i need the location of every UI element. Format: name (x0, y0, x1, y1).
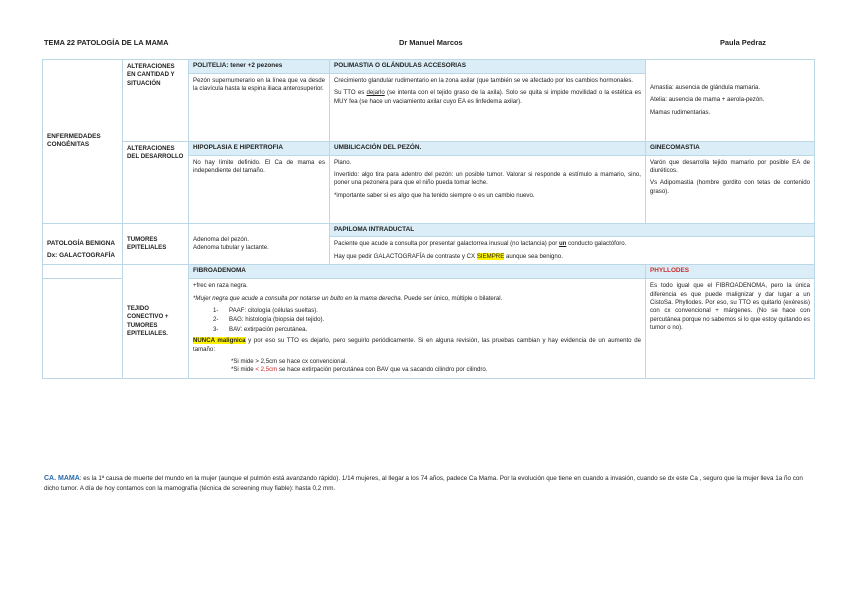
fibro-p4: *Si mide > 2,5cm se hace cx convencional. (231, 357, 348, 365)
doc-author: Paula Pedraz (720, 38, 767, 47)
doc-doctor: Dr Manuel Marcos (399, 38, 463, 47)
papiloma-p2 (334, 253, 810, 261)
politelia-text: Pezón supernumerario en la línea que va desde la clavícula hasta la espina iliaca anterosuperior. (193, 76, 325, 93)
atelia-text: Atelia: ausencia de mama + aerola-pezón. (650, 96, 765, 104)
list-item (213, 307, 641, 315)
fibro-p3-b: y por eso su TTO es dejarlo, pero seguirlo periódicamente. Si en alguna revisión, las pruebas cambian y hay evidencia de un aumento de tamaño: (193, 337, 641, 353)
papiloma-p2-c: aunque sea benigno. (504, 252, 563, 260)
ca-mama-title: CA. MAMA (44, 475, 80, 482)
fibro-p5-c: se hace extirpación percutánea con BAV que va sacando cilindro por cilindro. (277, 366, 488, 374)
phyllodes-text: Es todo igual que el FIBROADENOMA, pero la única diferencia es que puede malignizar y dar lugar a un CistoSa. Phyllodes. Por eso, su TTO es quitarlo (exéresis) con cx convencional + márgenes. (No se hace con percutánea porque no sabemos si lo que estoy quitando es tumor o no). (650, 282, 810, 332)
polimastia-p2 (334, 89, 641, 106)
hipoplasia-heading: HIPOPLASIA E HIPERTROFIA (189, 141, 330, 155)
row-label-benigna (43, 223, 123, 265)
fibro-p1: +frec en raza negra. (193, 282, 248, 290)
ginecomastia-heading: GINECOMASTIA (646, 141, 815, 155)
papiloma-p2-b: SIEMPRE (476, 252, 505, 260)
sub-label-cantidad: ALTERACIONES EN CANTIDAD Y SITUACIÓN (123, 60, 189, 142)
doc-title: TEMA 22 PATOLOGÍA DE LA MAMA (44, 38, 169, 47)
fibro-p5 (193, 366, 641, 374)
step-text: BAV: extirpación percutánea. (229, 325, 308, 333)
step-num: 1- (213, 306, 219, 314)
list-item (213, 326, 641, 334)
papiloma-p1-a: Paciente que acude a consulta por presentar galactorrea inusual (no lactancia) por (334, 240, 559, 248)
papiloma-p1-b: un (558, 240, 567, 248)
step-num: 3- (213, 325, 219, 333)
amastia-cell (646, 60, 815, 142)
fibro-p5-a: *Si mide (231, 366, 256, 374)
ginecomastia-p2: Vs Adipomastia (hombre gordito con tetas de contenido graso). (650, 179, 810, 195)
ginecomastia-p1: Varón que desarrolla tejido mamario por posible EA de diuréticos. (650, 158, 810, 175)
fibro-p5-b: < 2,5cm (255, 366, 278, 374)
list-item (213, 316, 641, 324)
fibro-p2-a: *Mujer negra que acude a consulta por notarse un bulto en la mama derecha. (193, 294, 403, 302)
umbilicacion-heading: UMBILICACIÓN DEL PEZÓN. (330, 141, 646, 155)
fibroadenoma-cell (189, 279, 646, 379)
benigna-continuation (43, 265, 123, 279)
umbilicacion-p2: Invertido: algo tira para adentro del pezón: un posible tumor. Valorar si responde a estímulo a mamario, sino, poner una pezonera para que el niño pueda tomar leche. (334, 171, 641, 187)
adenoma-text-2: Adenoma tubular y lactante. (193, 243, 269, 251)
papiloma-p1-c: conducto galactóforo. (566, 240, 627, 248)
table-row (43, 223, 815, 237)
mamas-rudimentarias-text: Mamas rudimentarias. (650, 108, 711, 116)
fibro-p3-a: NUNCA malignica (193, 337, 246, 345)
polimastia-heading: POLIMASTIA O GLÁNDULAS ACCESORIAS (330, 60, 646, 74)
step-text: PAAF: citología (células sueltas). (229, 306, 318, 314)
polimastia-p2-a: Su TTO es (334, 89, 367, 97)
fibro-steps-list (213, 307, 641, 334)
table-row (43, 60, 815, 74)
benigna-dx: Dx: GALACTOGRAFÍA (47, 252, 116, 260)
ca-mama-text: : es la 1ª causa de muerte del mundo en la mujer (aunque el pulmón está avanzando rápido). 1/14 mujeres, al llegar a los 74 años, padece Ca Mama. Por la evolución que tiene en cuando a invasión, cuando se dx este Ca , seguro que la mujer lleva 1a ño con dicho tumor. A día de hoy contamos con la mamografía (técnica de screening muy fiable): hasta 0,2 mm. (44, 475, 803, 493)
fibroadenoma-heading: FIBROADENOMA (189, 265, 646, 279)
papiloma-cell (330, 237, 815, 265)
fibro-p3 (193, 337, 641, 354)
umbilicacion-p1: Plano. (334, 158, 352, 166)
ginecomastia-cell (646, 155, 815, 223)
polimastia-p1: Crecimiento glandular rudimentario en la zona axilar (que también se ve afectado por los cambios hormonales. (334, 76, 634, 84)
hipoplasia-cell (189, 155, 330, 223)
adenoma-cell (189, 223, 330, 265)
polimastia-p2-b: dejarlo (366, 89, 385, 97)
step-text: BAG: histología (biopsia del tejido). (229, 316, 325, 324)
fibro-p2-b: Puede ser único, múltiple o bilateral. (402, 294, 503, 302)
papiloma-p1 (334, 240, 810, 248)
politelia-heading: POLITELIA: tener +2 pezones (189, 60, 330, 74)
phyllodes-cell (646, 279, 815, 379)
step-num: 2- (213, 316, 219, 324)
papiloma-p2-a: Hay que pedir GALACTOGRAFÍA de contraste y CX (334, 252, 477, 260)
polimastia-cell (330, 73, 646, 141)
table-row (43, 141, 815, 155)
row-label-congenitas: ENFERMEDADES CONGÉNITAS (43, 60, 123, 224)
benigna-label: PATOLOGÍA BENIGNA (47, 239, 115, 247)
sub-label-conectivo: TEJIDO CONECTIVO + TUMORES EPITELIALES. (123, 265, 189, 378)
phyllodes-heading: PHYLLODES (646, 265, 815, 279)
sub-label-desarrollo: ALTERACIONES DEL DESARROLLO (123, 141, 189, 223)
fibro-p2 (193, 295, 641, 303)
table-row (43, 265, 815, 279)
sub-label-epiteliales: TUMORES EPITELIALES (123, 223, 189, 265)
umbilicacion-cell (330, 155, 646, 223)
hipoplasia-text: No hay límite definido. El Ca de mama es independiente del tamaño. (193, 158, 325, 175)
papiloma-heading: PAPILOMA INTRADUCTAL (330, 223, 815, 237)
pathology-table (42, 59, 815, 379)
amastia-text: Amastia: ausencia de glándula mamaria. (650, 83, 761, 91)
benigna-continuation-2 (43, 279, 123, 379)
politelia-cell (189, 73, 330, 141)
polimastia-p2-c: (se intenta con el tejido graso de la axila). Solo se quita si impide movilidad o la estética es MUY fea (se hace un vaciamiento axilar cuyo EA es linfedema axilar). (334, 89, 642, 105)
adenoma-text-1: Adenoma del pezón. (193, 235, 249, 243)
umbilicacion-p3: *importante saber si es algo que ha tenido siempre o es un cambio nuevo. (334, 191, 535, 199)
ca-mama-paragraph (44, 473, 806, 494)
